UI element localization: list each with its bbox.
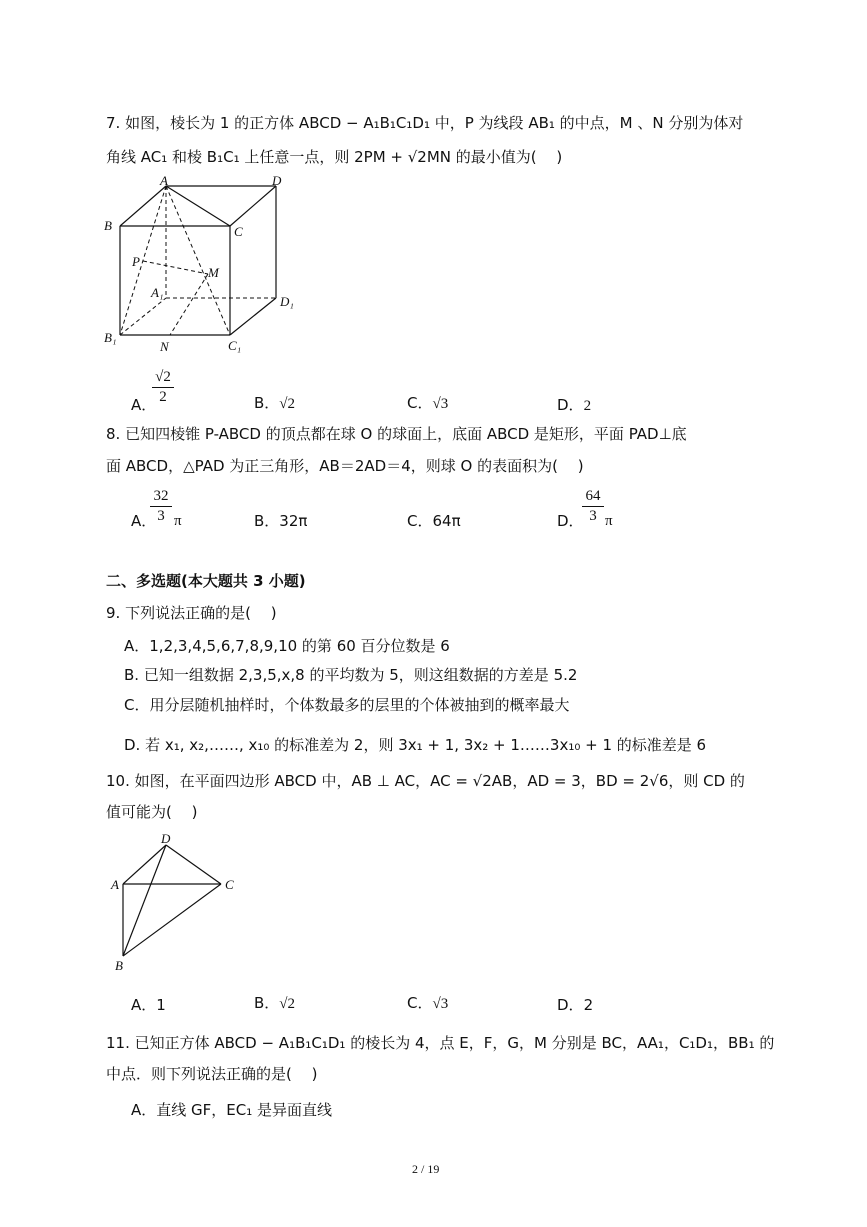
section-heading: 二、多选题(本大题共 3 小题) (106, 572, 306, 590)
q10-option-a: A．1 (131, 996, 166, 1014)
label-C: C (234, 224, 243, 239)
q11-line2: 中点．则下列说法正确的是( ) (106, 1065, 318, 1083)
fraction-bar (152, 387, 174, 388)
q9-option-b: B. 已知一组数据 2,3,5,x,8 的平均数为 5，则这组数据的方差是 5.2 (124, 666, 578, 684)
q8-line2: 面 ABCD，△PAD 为正三角形，AB＝2AD＝4，则球 O 的表面积为( ) (106, 457, 584, 475)
q8-option-a-letter: A． (131, 512, 157, 530)
q7-line2: 角线 AC₁ 和棱 B₁C₁ 上任意一点，则 2PM + √2MN 的最小值为( ) (106, 148, 563, 166)
denominator: 3 (589, 508, 597, 524)
q8-option-d-pi: π (605, 513, 613, 529)
q11-line1: 11. 已知正方体 ABCD − A₁B₁C₁D₁ 的棱长为 4，点 E，F，G，M 分别是 BC，AA₁，C₁D₁，BB₁ 的 (106, 1034, 775, 1052)
cube-figure (100, 176, 300, 356)
label-B1: B₁ (104, 330, 117, 345)
q8-option-c: C．64π (407, 512, 461, 530)
label-A: A (111, 877, 119, 892)
q8-line1: 8. 已知四棱锥 P-ABCD 的顶点都在球 O 的球面上，底面 ABCD 是矩形，平面 PAD⊥底 (106, 425, 687, 443)
q9-stem: 9. 下列说法正确的是( ) (106, 604, 277, 622)
q7-option-c: C．√3 (407, 394, 449, 412)
q8-option-d-letter: D． (557, 512, 584, 530)
q7-option-b: B．√2 (254, 394, 296, 412)
q10-option-c: C．√3 (407, 994, 449, 1012)
q11-option-a: A．直线 GF，EC₁ 是异面直线 (131, 1101, 333, 1119)
q8-option-a-fraction (150, 488, 172, 525)
quadrilateral-figure (106, 832, 256, 972)
q8-option-b: B．32π (254, 512, 308, 530)
denominator: 3 (157, 508, 165, 524)
q8-option-a-pi: π (174, 513, 182, 529)
label-D1: D₁ (280, 294, 294, 309)
label-C: C (225, 877, 234, 892)
label-B: B (104, 218, 112, 233)
q10-line2: 值可能为( ) (106, 803, 198, 821)
numerator: 32 (153, 488, 169, 504)
q8-option-d-fraction (582, 488, 604, 525)
q10-option-b: B．√2 (254, 994, 296, 1012)
q7-option-d: D．2 (557, 396, 592, 414)
numerator: √2 (155, 369, 171, 385)
q10-option-d: D．2 (557, 996, 594, 1014)
denominator: 2 (159, 389, 167, 405)
label-N: N (160, 339, 169, 354)
label-M: M (208, 265, 219, 280)
q7-option-a-fraction (152, 369, 174, 406)
q7-line1: 7. 如图，棱长为 1 的正方体 ABCD − A₁B₁C₁D₁ 中，P 为线段 AB₁ 的中点，M 、N 分别为体对 (106, 114, 744, 132)
label-A1: A₁ (151, 285, 164, 300)
label-B: B (115, 958, 123, 972)
label-D: D (272, 176, 282, 188)
fraction-bar (582, 506, 604, 507)
page-number: 2 / 19 (412, 1162, 440, 1176)
label-D: D (161, 832, 171, 846)
fraction-bar (150, 506, 172, 507)
label-P: P (132, 254, 140, 269)
q9-option-a: A．1,2,3,4,5,6,7,8,9,10 的第 60 百分位数是 6 (124, 637, 450, 655)
label-A: A (160, 176, 168, 188)
label-C1: C₁ (228, 338, 242, 353)
q7-option-a-letter: A． (131, 396, 157, 414)
q9-option-c: C．用分层随机抽样时，个体数最多的层里的个体被抽到的概率最大 (124, 696, 570, 714)
numerator: 64 (585, 488, 601, 504)
q10-line1: 10. 如图，在平面四边形 ABCD 中，AB ⊥ AC，AC = √2AB，AD = 3，BD = 2√6，则 CD 的 (106, 772, 745, 790)
q9-option-d: D. 若 x₁, x₂,……, x₁₀ 的标准差为 2，则 3x₁ + 1, 3x₂ + 1……3x₁₀ + 1 的标准差是 6 (124, 736, 707, 754)
